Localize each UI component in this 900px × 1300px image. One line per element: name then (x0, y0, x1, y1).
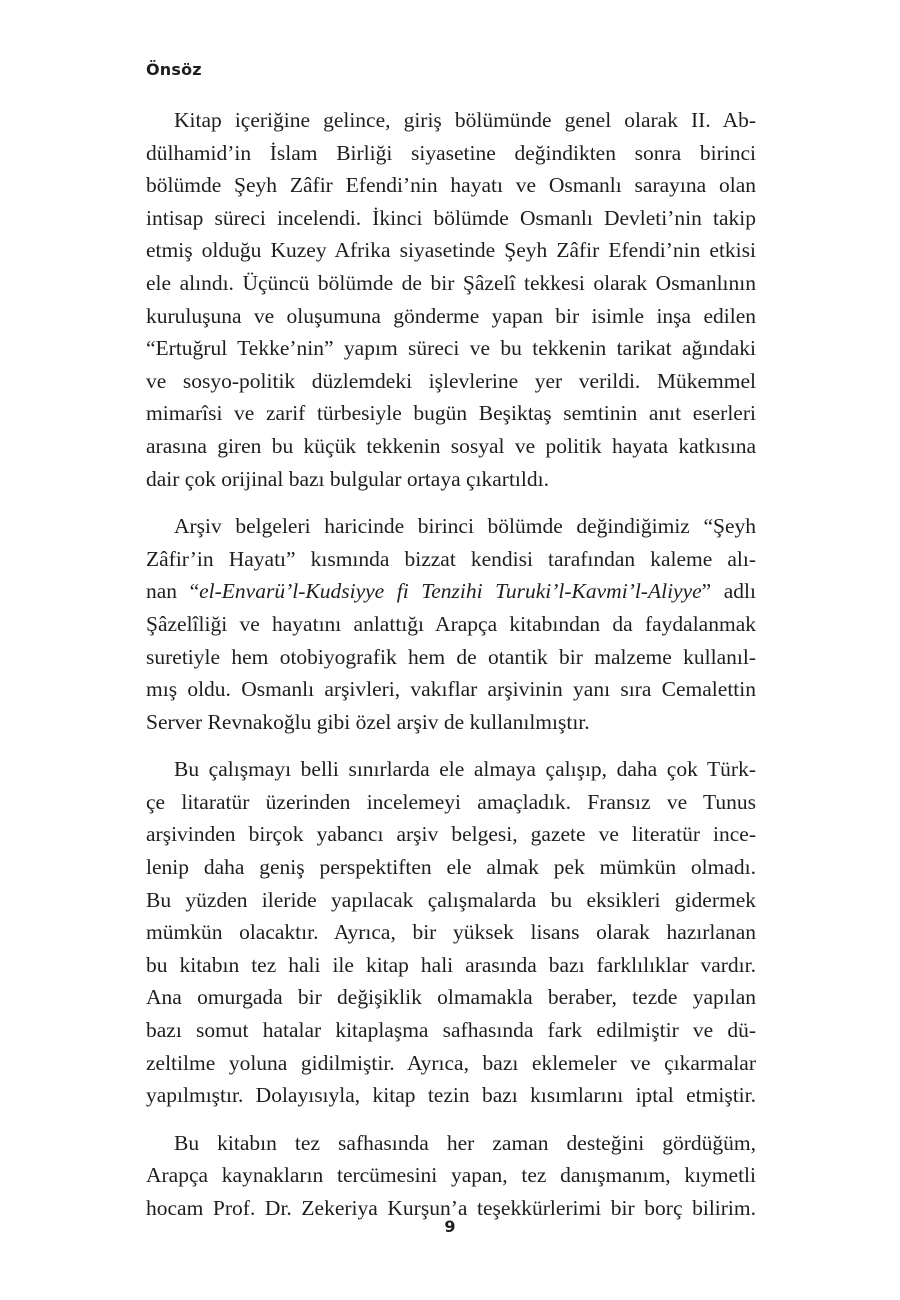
text-line: ele alındı. Üçüncü bölümde de bir Şâzelî tekkesi olarak Osmanlının (146, 270, 756, 295)
text-line: mış oldu. Osmanlı arşivleri, vakıflar arşivinin yanı sıra Cemalettin (146, 677, 756, 702)
page-number: 9 (444, 1217, 456, 1236)
text-line: suretiyle hem otobiyografik hem de otantik bir malzeme kullanıl- (146, 644, 756, 669)
text-line: bazı somut hatalar kitaplaşma safhasında fark edilmiştir ve dü- (146, 1018, 756, 1043)
text-line: mümkün olacaktır. Ayrıca, bir yüksek lisans olarak hazırlanan (146, 920, 756, 945)
text-line: lenip daha geniş perspektiften ele almak pek mümkün olmadı. (146, 855, 756, 880)
text-line: bölümde Şeyh Zâfir Efendi’nin hayatı ve Osmanlı sarayına olan (146, 173, 756, 198)
text-line: Ana omurgada bir değişiklik olmamakla beraber, tezde yapılan (146, 985, 756, 1010)
text-line: kuruluşuna ve oluşumuna gönderme yapan bir isimle inşa edilen (146, 303, 756, 328)
text-line: Bu yüzden ileride yapılacak çalışmalarda bu eksikleri gidermek (146, 887, 756, 912)
text-line: zeltilme yoluna gidilmiştir. Ayrıca, bazı eklemeler ve çıkarmalar (146, 1050, 756, 1075)
text-line: Arşiv belgeleri haricinde birinci bölümde değindiğimiz “Şeyh (174, 514, 756, 539)
text-line: arasına giren bu küçük tekkenin sosyal ve politik hayata katkısına (146, 433, 756, 458)
text-line: etmiş olduğu Kuzey Afrika siyasetinde Şeyh Zâfir Efendi’nin etkisi (146, 238, 756, 263)
text-line: çe litaratür üzerinden incelemeyi amaçladık. Fransız ve Tunus (146, 789, 756, 814)
text-line: bu kitabın tez hali ile kitap hali arasında bazı farklılıklar vardır. (146, 952, 756, 977)
text-line-with-title (146, 575, 756, 608)
paragraph-1 (146, 104, 756, 495)
body-text (146, 104, 756, 1225)
text-line: Bu kitabın tez safhasında her zaman desteğini gördüğüm, (174, 1130, 756, 1155)
text-line: intisap süreci incelendi. İkinci bölümde Osmanlı Devleti’nin takip (146, 205, 756, 230)
text-line: “Ertuğrul Tekke’nin” yapım süreci ve bu tekkenin tarikat ağındaki (146, 336, 756, 361)
text-fragment: ” adlı (701, 579, 756, 604)
text-line: yapılmıştır. Dolayısıyla, kitap tezin bazı kısımlarını iptal etmiştir. (146, 1083, 756, 1108)
paragraph-3 (146, 753, 756, 1112)
text-fragment: nan “ (146, 579, 200, 604)
text-line: Arapça kaynakların tercümesini yapan, tez danışmanım, kıymetli (146, 1163, 756, 1188)
book-title: el-Envarü’l-Kudsiyye fi Tenzihi Turuki’l-Kavmi’l-Aliyye (199, 579, 702, 604)
text-line: Zâfir’in Hayatı” kısmında bizzat kendisi tarafından kaleme alı- (146, 546, 756, 571)
text-line: hocam Prof. Dr. Zekeriya Kurşun’a teşekkürlerimi bir borç bilirim. (146, 1196, 756, 1220)
text-line: dair çok orijinal bazı bulgular ortaya çıkartıldı. (146, 466, 549, 491)
text-line: dülhamid’in İslam Birliği siyasetine değindikten sonra birinci (146, 140, 756, 165)
text-line: Bu çalışmayı belli sınırlarda ele almaya çalışıp, daha çok Türk- (174, 757, 756, 782)
text-line: Server Revnakoğlu gibi özel arşiv de kullanılmıştır. (146, 709, 590, 734)
text-line: ve sosyo-politik düzlemdeki işlevlerine yer verildi. Mükemmel (146, 368, 756, 393)
text-line: mimarîsi ve zarif türbesiyle bugün Beşiktaş semtinin anıt eserleri (146, 401, 756, 426)
running-header: Önsöz (146, 60, 202, 79)
text-line: Kitap içeriğine gelince, giriş bölümünde genel olarak II. Ab- (174, 108, 756, 132)
paragraph-2 (146, 510, 756, 738)
text-line: Şâzelîliği ve hayatını anlattığı Arapça kitabından da faydalanmak (146, 611, 756, 636)
paragraph-4 (146, 1127, 756, 1225)
text-line: arşivinden birçok yabancı arşiv belgesi, gazete ve literatür ince- (146, 822, 756, 847)
